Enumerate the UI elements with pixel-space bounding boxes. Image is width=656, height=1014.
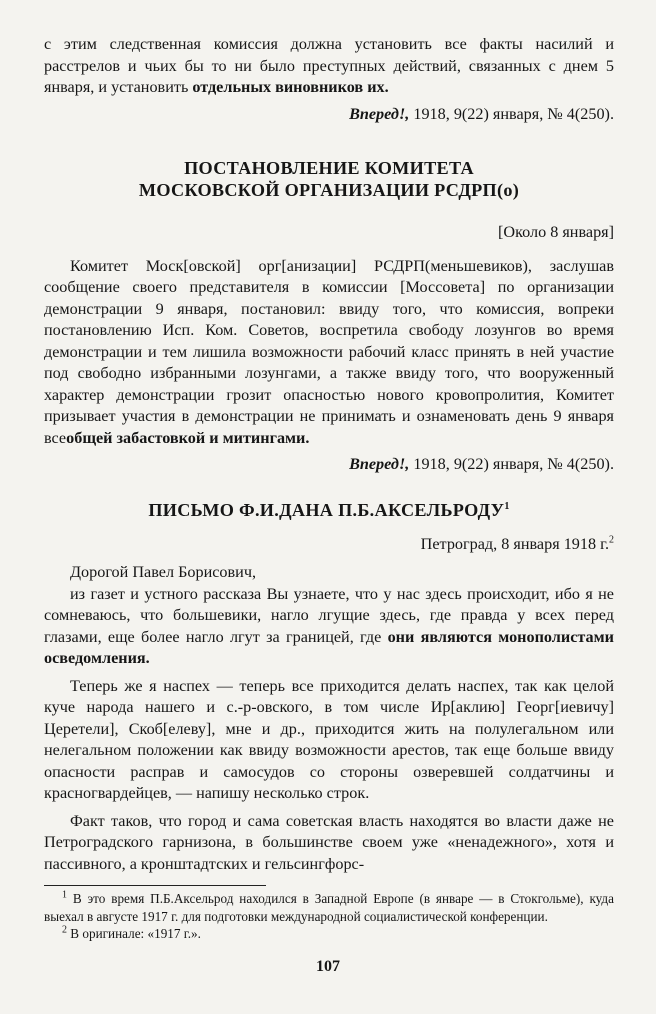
page-content (44, 34, 614, 943)
letter-paragraph-2: Теперь же я наспех — теперь все приходится делать наспех, так как целой куче народа нашего и с.-р-овского, в том числе Ир[аклию] Георг[иевичу] Церетели], Скоб[елеву], мне и др., приходится жить на полулегальном или нелегальном положении как ввиду возможности арестов, так еще больше ввиду опасности расправ и самосудов со стороны озверевшей солдатчины и красногвардейцев, — напишу несколько строк. (44, 676, 614, 802)
page-number: 107 (316, 958, 340, 975)
letter-greeting: Дорогой Павел Борисович, (70, 563, 257, 581)
section-title-resolution: ПОСТАНОВЛЕНИЕ КОМИТЕТА МОСКОВСКОЙ ОРГАНИЗАЦИИ РСДРП(о) (138, 158, 520, 200)
section-title-letter: ПИСЬМО Ф.И.ДАНА П.Б.АКСЕЛЬРОДУ$^1$ (148, 499, 510, 520)
letter-paragraph-1: из газет и устного рассказа Вы узнаете, что у нас здесь происходит, ибо я не сомневаюсь, что большевики, нагло лгущие здесь, где правда у всех перед глазами, еще более нагло лгут за границей, где они являются монополистами осведомления. (44, 584, 614, 667)
resolution-body: Комитет Моск[овской] орг[анизации] РСДРП(меньшевиков), заслушав сообщение своего представителя в комиссии [Моссовета] по организации демонстрации 9 января, постановил: ввиду того, что комиссия, вопреки постановлению Исп. Ком. Советов, воспретила свободу лозунгов во время демонстрации и тем лишила возможности рабочий класс принять в ней участие под свободно избранными лозунгами, а также ввиду того, что вооруженный характер демонстрации грозит опасностью нового кровопролития, Комитет призывает участия в демонстрации не принимать и ознаменовать день 9 января всеобщей забастовкой и митингами. (44, 256, 614, 447)
letter-paragraph-3: Факт таков, что город и сама советская власть находятся во власти даже не Петроградского гарнизона, в большинстве своем уже «ненадежного», хотя и пассивного, а кронштадтских и гельсингфорс- (44, 811, 614, 873)
resolution-date: [Около 8 января] (497, 223, 614, 241)
letter-place-date: Петроград, 8 января 1918 г.$^2$ (420, 534, 614, 553)
paragraph-top: с этим следственная комиссия должна установить все факты насилий и расстрелов и чьих бы то ни было преступных действий, связанных с днем 5 января, и установить отдельных виновников их. (44, 35, 614, 96)
footnote-1: $^1$ В это время П.Б.Аксельрод находился в Западной Европе (в январе — в Стокгольме), куда выехал в августе 1917 г. для подготовки международной социалистической конференции. (44, 889, 614, 924)
source-citation-1: Вперед!, 1918, 9(22) января, № 4(250). (349, 104, 614, 123)
footnote-2: $^2$ В оригинале: «1917 г.». (62, 924, 201, 941)
source-citation-2: Вперед!, 1918, 9(22) января, № 4(250). (349, 455, 614, 473)
